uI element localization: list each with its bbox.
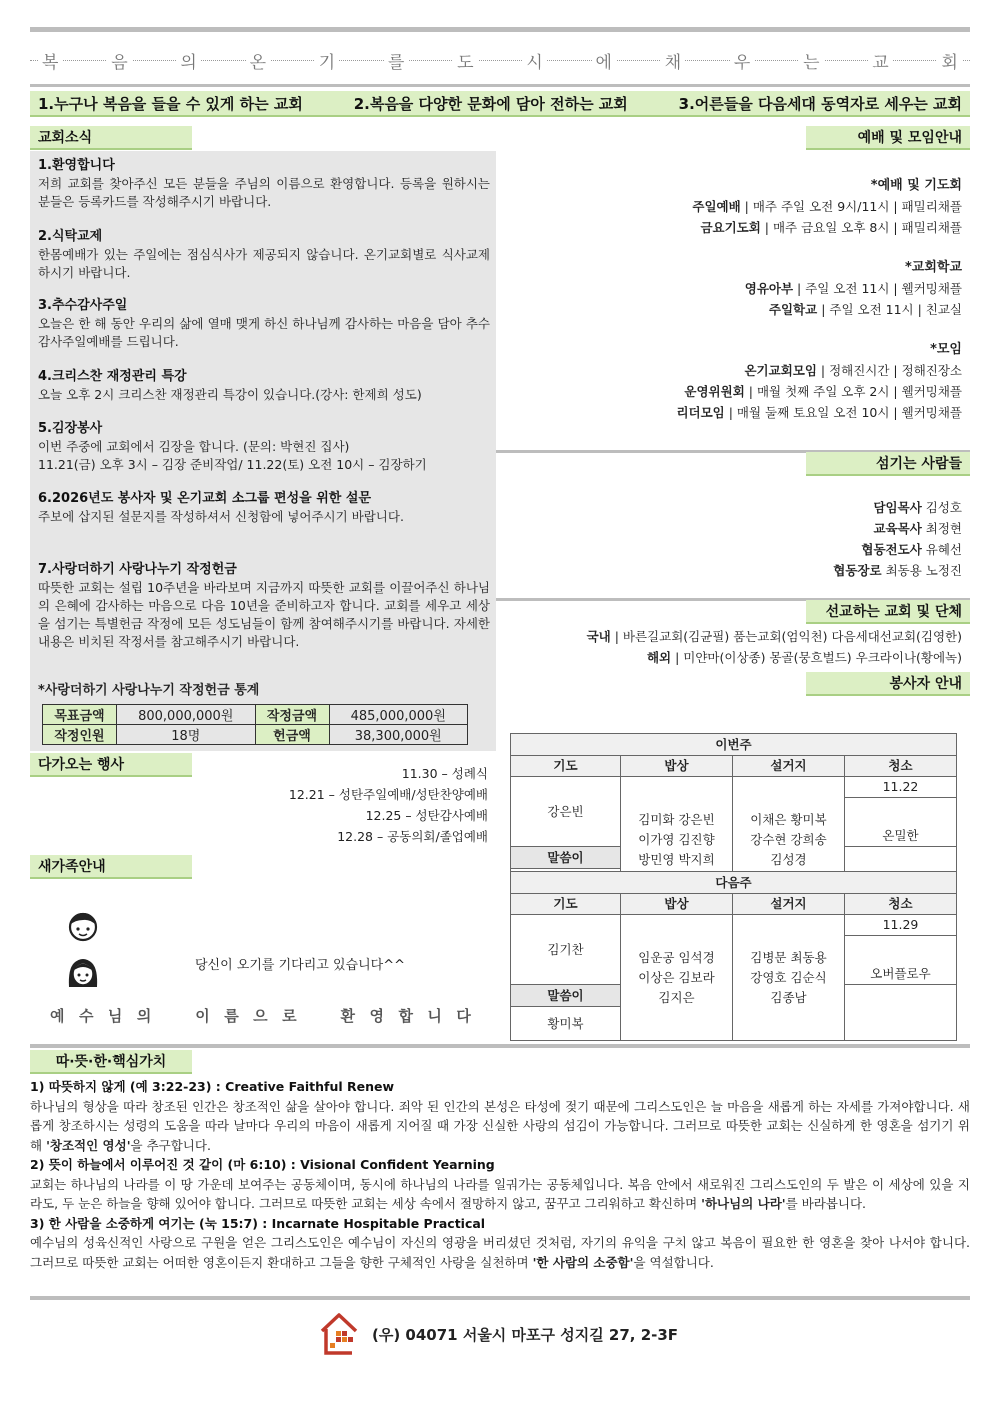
news-item-4 — [38, 368, 490, 404]
motto-char: 채 — [661, 48, 685, 73]
worship-row: 주일예배 | 매주 주일 오전 9시/11시 | 패밀리채플 — [692, 199, 962, 214]
event-item: 12.28 – 공동의회/졸업예배 — [337, 829, 488, 844]
news-body: 이번 주중에 교회에서 김장을 합니다. (문의: 박현진 집사) — [38, 439, 350, 454]
col-prayer: 기도 — [511, 756, 621, 777]
motto-char: 시 — [522, 48, 546, 73]
core-title-2: 2) 뜻이 하늘에서 이루어진 것 같이 (마 6:10) : Visional Confident Yearning — [30, 1157, 495, 1172]
sermon-name: 황미복 — [511, 1007, 621, 1041]
rice-names: 김미화 강은빈 이가영 김진향 방민영 박지희 — [621, 777, 733, 903]
school-row: 주일학교 | 주일 오전 11시 | 친교실 — [768, 302, 962, 317]
events-list — [289, 763, 488, 847]
col-dish: 설거지 — [733, 756, 845, 777]
motto-char: 의 — [176, 48, 200, 73]
news-item-5 — [38, 420, 490, 474]
motto-char: 는 — [799, 48, 823, 73]
server-row: 협동전도사 유혜선 — [861, 542, 962, 557]
welcome-line — [50, 1005, 472, 1026]
pledge-value: 485,000,000원 — [329, 705, 468, 725]
welcome-char — [166, 1005, 182, 1026]
pledge-label: 작정금액 — [255, 705, 329, 725]
welcome-char: 으 — [253, 1007, 269, 1025]
col-clean: 청소 — [845, 894, 957, 915]
welcome-char: 수 — [78, 1007, 95, 1025]
meeting-row: 운영위원회 | 매월 첫째 주일 오후 2시 | 웰커밍채플 — [684, 384, 962, 399]
col-clean: 청소 — [845, 756, 957, 777]
core-header: 따·뜻·한·핵심가치 — [30, 1050, 192, 1074]
worship-sec-3: *모임 — [930, 342, 962, 357]
motto-char: 기 — [315, 48, 339, 73]
event-item: 11.30 – 성례식 — [401, 766, 488, 781]
news-item-7 — [38, 561, 490, 651]
motto-rule — [30, 84, 970, 87]
given-label: 헌금액 — [255, 725, 329, 745]
mission-list — [587, 626, 962, 668]
news-body: 따뜻한 교회는 설립 10주년을 바라보며 지금까지 따뜻한 교회를 이끌어주신 하나님의 은혜에 감사하는 마음으로 다음 10년을 준비하고자 합니다. 교회를 세우고 세상을 섬기는 특별헌금 작정에 모든 성도님들이 함께 참여해주시기를 바랍니다. 자세한 내용은 비치된 작정서를 참고해주시기 바랍니다. — [38, 580, 490, 649]
vision-3: 3.어른들을 다음세대 동역자로 세우는 교회 — [678, 94, 962, 113]
welcome-char: 의 — [136, 1007, 153, 1025]
clean-cell — [845, 777, 957, 847]
events-header: 다가오는 행사 — [30, 753, 192, 777]
welcome-char: 합 — [398, 1007, 414, 1025]
motto-char: 교 — [868, 48, 892, 73]
prayer-name: 김기찬 — [511, 915, 621, 985]
servers-list — [833, 497, 962, 581]
goal-value: 800,000,000원 — [117, 705, 256, 725]
news-body: 주보에 삽지된 설문지를 작성하셔서 신청함에 넣어주시기 바랍니다. — [38, 509, 404, 524]
news-title: 3.추수감사주일 — [38, 298, 128, 313]
motto — [30, 40, 970, 80]
news-item-1 — [38, 157, 490, 211]
news-title: 1.환영합니다 — [38, 158, 115, 173]
worship-info — [676, 175, 962, 423]
motto-char: 를 — [384, 48, 408, 73]
rice-names: 임운공 임석경 이상은 김보라 김지은 — [621, 915, 733, 1041]
welcome-char: 예 — [50, 1007, 66, 1025]
worship-row: 금요기도회 | 매주 금요일 오후 8시 | 패밀리채플 — [700, 220, 962, 235]
welcome-char: 영 — [369, 1007, 385, 1025]
worship-header: 예배 및 모임안내 — [806, 126, 970, 150]
news-title: 4.크리스찬 재정관리 특강 — [38, 369, 187, 384]
motto-char: 우 — [730, 48, 754, 73]
table-caption: 다음주 — [511, 872, 957, 894]
church-logo-icon — [318, 1311, 360, 1357]
core-title-1: 1) 따뜻하지 않게 (예 3:22-23) : Creative Faithful Renew — [30, 1079, 395, 1094]
core-body-1: 하나님의 형상을 따라 창조된 인간은 창조적인 삶을 살아야 합니다. 죄악 된 인간의 본성은 타성에 젖기 때문에 그리스도인은 늘 마음을 새롭게 하는 자세를 가져야합니다. 새롭게 창조하시는 성령의 도움을 따라 날마다 우리의 마음이 새롭게 지어질 때 가장 신실한 사랑의 섬김이 가능합니다. 그러므로 따뜻한 교회는 신실하게 한 영혼을 섬기기 위해 '창조적인 영성'을 추구합니다. — [30, 1098, 970, 1153]
news-body: 한몸예배가 있는 주일에는 점심식사가 제공되지 않습니다. 온기교회별로 식사교제하시기 바랍니다. — [38, 247, 490, 280]
welcome-char: 이 — [195, 1007, 211, 1025]
volunteer-header: 봉사자 안내 — [806, 672, 970, 696]
news-body: 저희 교회를 찾아주신 모든 분들을 주님의 이름으로 환영합니다. 등록을 원하시는 분들은 등록카드를 작성해주시기 바랍니다. — [38, 176, 490, 209]
clean-name: 온밀한 — [882, 828, 919, 843]
newcomers-header: 새가족안내 — [30, 855, 192, 879]
boy-icon — [66, 909, 100, 943]
news-item-3 — [38, 297, 490, 351]
event-item: 12.25 – 성탄감사예배 — [365, 808, 488, 823]
news-header: 교회소식 — [30, 126, 192, 150]
core-body-3: 예수님의 성육신적인 사랑으로 구원을 얻은 그리스도인은 예수님이 자신의 영광을 버리셨던 것처럼, 자기의 유익을 구치 않고 복음이 필요한 한 영혼을 찾아 나서야 합니다. 그러므로 따뜻한 교회는 어떠한 영혼이든지 환대하고 그들을 향한 구체적인 사랑을 실천하며 '한 사람의 소중함'을 역설합니다. — [30, 1235, 970, 1270]
table-caption: 이번주 — [511, 734, 957, 756]
news-body-2: 11.21(금) 오후 3시 – 김장 준비작업/ 11.22(토) 오전 10시 – 김장하기 — [38, 457, 427, 472]
motto-char: 온 — [246, 48, 270, 73]
meeting-row: 리더모임 | 매월 둘째 토요일 오전 10시 | 웰커밍채플 — [676, 405, 962, 420]
vision-2: 2.복음을 다양한 문화에 담아 전하는 교회 — [353, 94, 628, 113]
welcome-char: 다 — [456, 1007, 472, 1025]
news-title: 2.식탁교제 — [38, 229, 103, 244]
core-rule-bottom — [30, 1296, 970, 1300]
news-title: 7.사랑더하기 사랑나누기 작정헌금 — [38, 562, 237, 577]
welcome-char: 로 — [282, 1007, 298, 1025]
news-item-2 — [38, 228, 490, 282]
core-rule-top — [30, 1044, 970, 1048]
school-row: 영유아부 | 주일 오전 11시 | 웰커밍채플 — [744, 281, 962, 296]
server-row: 교육목사 최정현 — [873, 521, 962, 536]
news-body: 오늘은 한 해 동안 우리의 삶에 열매 맺게 하신 하나님께 감사하는 마음을 담아 추수감사주일예배를 드립니다. — [38, 316, 490, 349]
core-title-3: 3) 한 사람을 소중하게 여기는 (눅 15:7) : Incarnate Hospitable Practical — [30, 1215, 486, 1231]
volunteer-table-next-week — [510, 871, 957, 1041]
goal-label: 목표금액 — [43, 705, 117, 725]
top-rule — [30, 27, 970, 32]
sermon-label: 말씀이 — [511, 847, 621, 869]
people-value: 18명 — [117, 725, 256, 745]
news-body: 오늘 오후 2시 크리스찬 재정관리 특강이 있습니다.(강사: 한제희 성도) — [38, 387, 422, 402]
news-title: 6.2026년도 봉사자 및 온기교회 소그룹 편성을 위한 설문 — [38, 491, 372, 506]
offering-title: *사랑더하기 사랑나누기 작정헌금 통계 — [38, 683, 260, 698]
welcome-char: 환 — [340, 1007, 357, 1025]
server-row: 협동장로 최동용 노정진 — [833, 563, 962, 578]
newcomer-message: 당신이 오기를 기다리고 있습니다^^ — [195, 958, 405, 973]
mission-domestic: 국내 | 바른길교회(김균필) 품는교회(엄익천) 다음세대선교회(김영한) — [586, 629, 962, 644]
core-values — [30, 1077, 970, 1272]
given-value: 38,300,000원 — [329, 725, 468, 745]
address: (우) 04071 서울시 마포구 성지길 27, 2-3F — [372, 1326, 679, 1344]
prayer-name: 강은빈 — [511, 777, 621, 847]
welcome-char: 름 — [224, 1007, 240, 1025]
worship-sec-1: *예배 및 기도회 — [870, 178, 962, 193]
sermon-label: 말씀이 — [511, 985, 621, 1007]
servers-header: 섬기는 사람들 — [806, 452, 970, 476]
clean-cell — [845, 915, 957, 985]
clean-date: 11.22 — [845, 777, 956, 798]
welcome-char: 니 — [427, 1007, 443, 1025]
col-dish: 설거지 — [733, 894, 845, 915]
dish-names: 김병문 최동용 강영호 김순식 김종남 — [733, 915, 845, 1041]
motto-char: 도 — [453, 48, 477, 73]
dish-names: 이채은 황미복 강수현 강희송 김성경 — [733, 777, 845, 903]
girl-icon — [66, 955, 100, 991]
motto-char: 복 — [38, 48, 62, 73]
news-item-6 — [38, 490, 490, 526]
people-label: 작정인원 — [43, 725, 117, 745]
welcome-char — [311, 1005, 327, 1026]
mission-header: 선교하는 교회 및 단체 — [806, 600, 970, 624]
col-rice: 밥상 — [621, 894, 733, 915]
motto-char: 회 — [937, 48, 961, 73]
worship-sec-2: *교회학교 — [904, 260, 962, 275]
event-item: 12.21 – 성탄주일예배/성탄찬양예배 — [288, 787, 488, 802]
offering-table — [42, 704, 468, 745]
motto-char: 음 — [107, 48, 131, 73]
col-rice: 밥상 — [621, 756, 733, 777]
motto-char: 에 — [592, 48, 616, 73]
meeting-row: 온기교회모임 | 정해진시간 | 정해진장소 — [744, 363, 962, 378]
mission-international: 해외 | 미얀마(이상종) 몽골(뭉흐벌드) 우크라이나(황에녹) — [646, 650, 962, 665]
vision-1: 1.누구나 복음을 들을 수 있게 하는 교회 — [38, 94, 303, 113]
clean-name: 오버플로우 — [870, 966, 931, 981]
news-title: 5.김장봉사 — [38, 421, 103, 436]
server-row: 담임목사 김성호 — [873, 500, 962, 515]
welcome-char: 님 — [107, 1007, 124, 1025]
core-body-2: 교회는 하나님의 나라를 이 땅 가운데 보여주는 공동체이며, 동시에 하나님의 나라를 일궈가는 공동체입니다. 복음 안에서 새로워진 그리스도인의 두 발은 이 세상에 있을 지라도, 두 눈은 하늘을 향해 있어야 합니다. 그러므로 따뜻한 교회는 세상 속에서 절망하지 않고, 꿈꾸고 그리워하고 확신하며 '하나님의 나라'를 바라봅니다. — [30, 1176, 970, 1211]
clean-date: 11.29 — [845, 915, 956, 936]
vision-bar — [30, 91, 970, 117]
col-prayer: 기도 — [511, 894, 621, 915]
